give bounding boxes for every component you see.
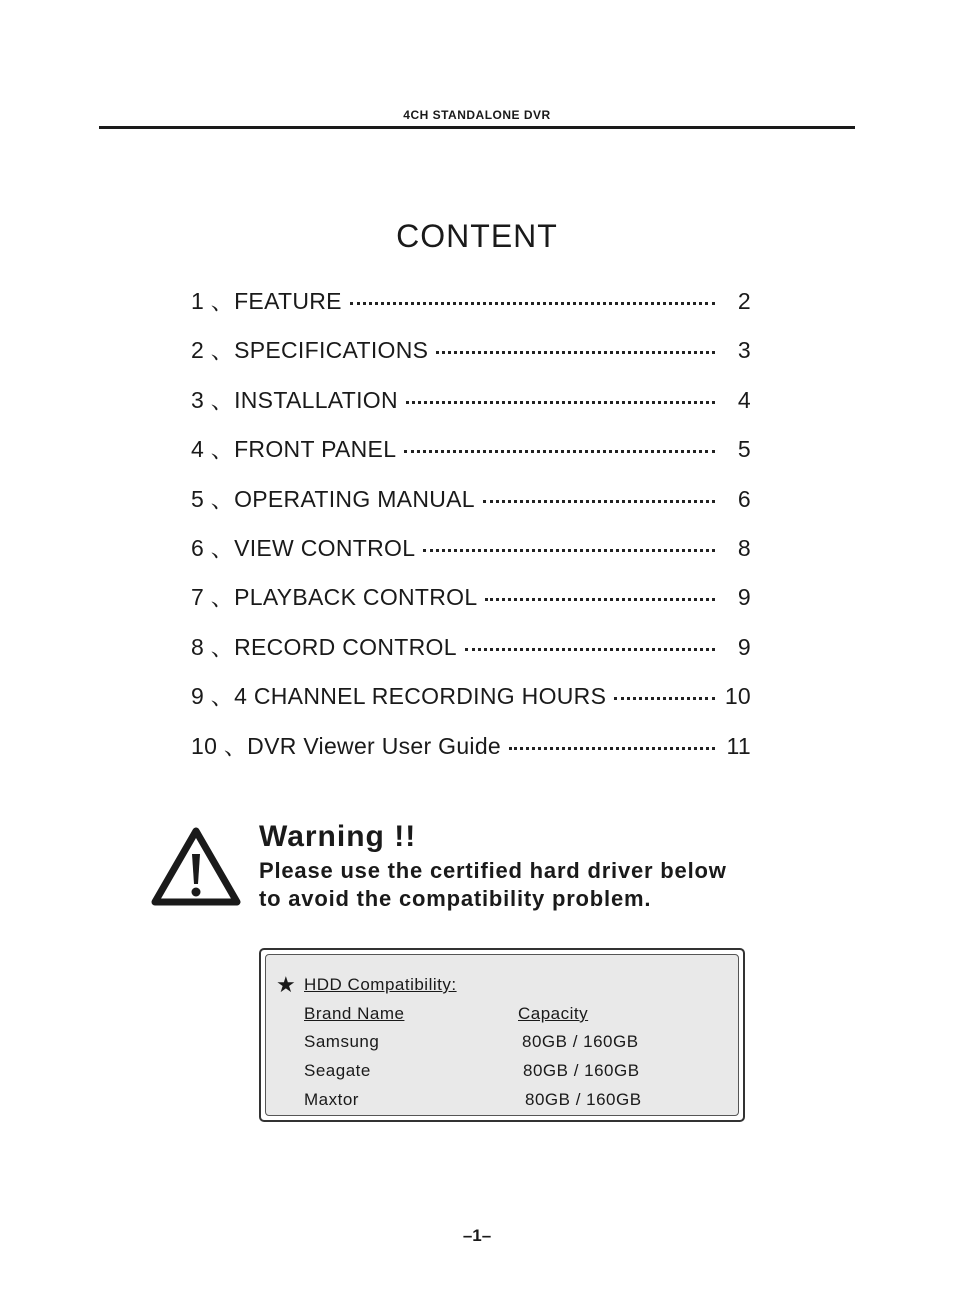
toc-entry-label: 6 、VIEW CONTROL [191, 534, 416, 561]
warning-message-line: to avoid the compatibility problem. [259, 886, 652, 911]
toc-entry[interactable] [191, 678, 751, 727]
toc-entry[interactable] [191, 579, 751, 628]
toc-entry[interactable] [191, 530, 751, 579]
toc-entry-page: 3 [737, 337, 751, 364]
warning-triangle-icon [150, 826, 242, 908]
hdd-compatibility-box [259, 948, 745, 1122]
toc-leader-dots [614, 693, 715, 700]
toc-entry-label: 3 、INSTALLATION [191, 386, 398, 413]
toc-entry-page: 6 [737, 485, 751, 512]
toc-entry-page: 9 [737, 584, 751, 611]
hdd-compatibility-panel [265, 954, 739, 1116]
toc-leader-dots [485, 594, 715, 601]
table-of-contents [191, 283, 751, 777]
toc-entry-label: 2 、SPECIFICATIONS [191, 337, 429, 364]
toc-entry-page: 2 [737, 288, 751, 314]
warning-message-line: Please use the certified hard driver below [259, 858, 727, 883]
hdd-brand-cell: Seagate [304, 1061, 371, 1080]
toc-entry-label: 7 、PLAYBACK CONTROL [191, 584, 478, 611]
toc-entry-page: 5 [737, 436, 751, 463]
toc-entry[interactable] [191, 728, 751, 777]
toc-entry[interactable] [191, 332, 751, 381]
toc-leader-dots [423, 545, 715, 552]
toc-entry-label: 8 、RECORD CONTROL [191, 633, 457, 660]
hdd-capacity-cell: 80GB / 160GB [523, 1061, 640, 1080]
toc-leader-dots [465, 644, 715, 651]
toc-entry-page: 9 [737, 633, 751, 660]
hdd-brand-cell: Maxtor [304, 1090, 359, 1109]
toc-leader-dots [509, 743, 715, 750]
toc-entry[interactable] [191, 382, 751, 431]
toc-title: CONTENT [396, 218, 558, 254]
toc-entry-label: 5 、OPERATING MANUAL [191, 485, 475, 512]
column-header-brand: Brand Name [304, 1004, 405, 1023]
hdd-brand-cell: Samsung [304, 1032, 380, 1051]
star-icon: ★ [276, 972, 296, 997]
toc-leader-dots [404, 446, 715, 453]
hdd-capacity-cell: 80GB / 160GB [525, 1090, 642, 1109]
toc-entry-page: 4 [737, 386, 751, 413]
toc-leader-dots [436, 347, 715, 354]
toc-entry-label: 4 、FRONT PANEL [191, 436, 397, 463]
toc-entry[interactable] [191, 283, 751, 332]
page-header-title: 4CH STANDALONE DVR [403, 108, 551, 122]
warning-title: Warning !! [259, 820, 417, 853]
toc-leader-dots [406, 397, 715, 404]
column-header-capacity: Capacity [518, 1004, 589, 1023]
toc-entry-page: 10 [724, 683, 751, 710]
toc-entry-page: 11 [726, 732, 751, 759]
hdd-capacity-cell: 80GB / 160GB [522, 1032, 639, 1051]
toc-entry[interactable] [191, 431, 751, 480]
toc-entry[interactable] [191, 481, 751, 530]
page-number: –1– [462, 1226, 492, 1245]
header-rule [99, 126, 855, 129]
toc-leader-dots [350, 298, 715, 305]
toc-entry-label: 1 、FEATURE [191, 288, 342, 314]
toc-entry-label: 10 、DVR Viewer User Guide [191, 732, 502, 759]
hdd-heading: HDD Compatibility: [304, 975, 457, 994]
toc-entry-label: 9 、4 CHANNEL RECORDING HOURS [191, 683, 607, 710]
toc-leader-dots [483, 496, 715, 503]
toc-entry[interactable] [191, 629, 751, 678]
toc-entry-page: 8 [737, 534, 751, 561]
